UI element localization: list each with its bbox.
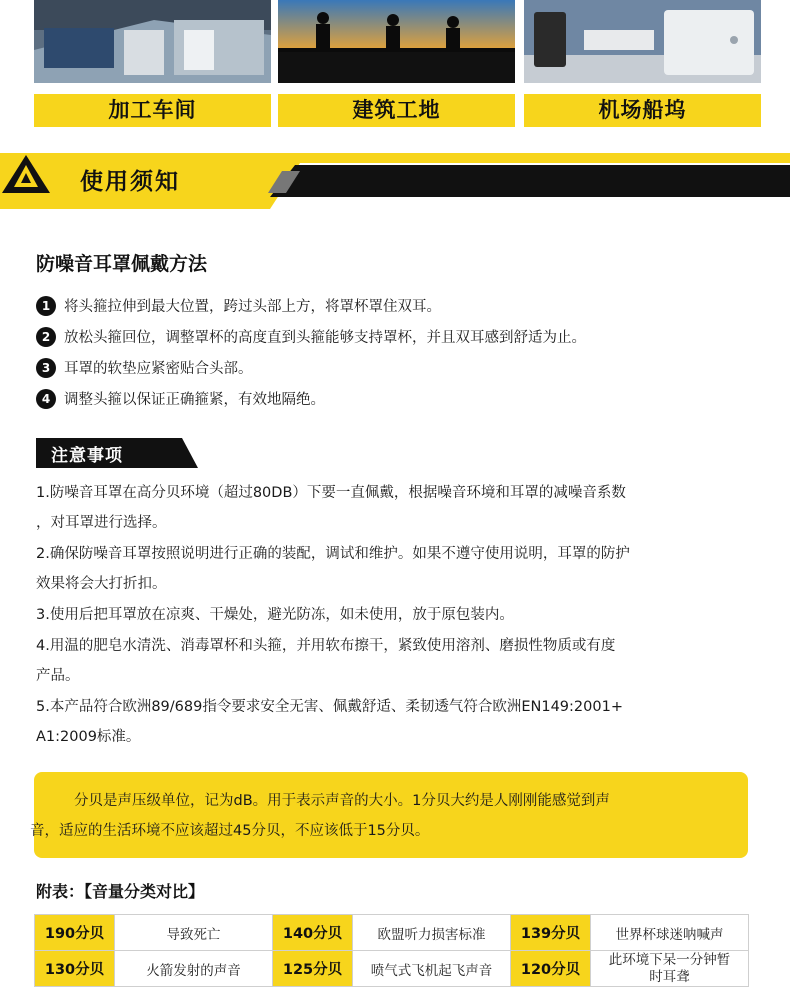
level-cell: 120分贝 [511,951,591,987]
notice-line: 2.确保防噪音耳罩按照说明进行正确的装配，调试和维护。如果不遵守使用说明，耳罩的防护 [36,546,630,562]
notice-tag-label: 注意事项 [51,446,123,466]
scene-label: 加工车间 [34,94,271,127]
step-item [36,352,756,383]
step-text: 耳罩的软垫应紧密贴合头部。 [64,361,253,377]
notice-item [36,478,758,538]
notice-item [36,600,758,630]
method-heading: 防噪音耳罩佩戴方法 [36,253,208,275]
section-banner [0,153,790,209]
step-number: 1 [36,296,56,316]
triangle-logo-icon [0,153,52,195]
airport-luggage-photo [524,0,761,83]
scene-row [34,0,762,128]
table-row [35,915,749,951]
level-cell: 139分贝 [511,915,591,951]
scene-label: 机场船坞 [524,94,761,127]
notice-item [36,539,758,599]
tip-line: 音，适应的生活环境不应该超过45分贝，不应该低于15分贝。 [30,823,430,839]
notice-line: 3.使用后把耳罩放在凉爽、干燥处，避光防冻，如未使用，放于原包装内。 [36,607,514,623]
level-cell: 140分贝 [273,915,353,951]
level-cell: 190分贝 [35,915,115,951]
table-row [35,951,749,987]
step-item [36,383,756,414]
scene-label: 建筑工地 [278,94,515,127]
scene-construction [278,0,515,122]
step-text: 调整头箍以保证正确箍紧，有效地隔绝。 [64,392,325,408]
step-item [36,290,756,321]
notice-line: A1:2009标准。 [36,729,141,745]
desc-cell: 导致死亡 [115,915,273,951]
volume-table [34,914,748,987]
desc-cell: 火箭发射的声音 [115,951,273,987]
notice-line: 5.本产品符合欧洲89/689指令要求安全无害、佩戴舒适、柔韧透气符合欧洲EN149:2001+ [36,699,623,715]
notice-item [36,631,758,691]
method-steps [36,290,756,414]
level-cell: 130分贝 [35,951,115,987]
table-heading: 附表：【音量分类对比】 [36,882,205,901]
step-text: 放松头箍回位，调整罩杯的高度直到头箍能够支持罩杯，并且双耳感到舒适为止。 [64,330,586,346]
decibel-tip-box [30,772,748,858]
textile-workshop-photo [34,0,271,83]
level-cell: 125分贝 [273,951,353,987]
notice-list [36,478,758,753]
step-item [36,321,756,352]
notice-item [36,692,758,752]
desc-cell: 欧盟听力损害标准 [353,915,511,951]
tip-line: 分贝是声压级单位，记为dB。用于表示声音的大小。1分贝大约是人刚刚能感觉到声 [74,793,610,809]
step-text: 将头箍拉伸到最大位置，跨过头部上方，将罩杯罩住双耳。 [64,299,441,315]
banner-title: 使用须知 [80,169,180,195]
notice-line: 效果将会大打折扣。 [36,576,167,592]
notice-line: 产品。 [36,668,80,684]
desc-cell: 此环境下呆一分钟暂时耳聋 [591,951,749,987]
scene-airport [524,0,761,122]
step-number: 3 [36,358,56,378]
step-number: 4 [36,389,56,409]
notice-line: 1.防噪音耳罩在高分贝环境（超过80DB）下要一直佩戴，根据噪音环境和耳罩的减噪音系数 [36,485,626,501]
construction-site-silhouette-photo [278,0,515,83]
desc-cell: 世界杯球迷呐喊声 [591,915,749,951]
scene-workshop [34,0,271,122]
notice-line: 4.用温的肥皂水清洗、消毒罩杯和头箍，并用软布擦干，紧致使用溶剂、磨损性物质或有度 [36,638,616,654]
desc-cell: 喷气式飞机起飞声音 [353,951,511,987]
notice-tag [36,438,198,468]
notice-line: ，对耳罩进行选择。 [36,515,167,531]
step-number: 2 [36,327,56,347]
